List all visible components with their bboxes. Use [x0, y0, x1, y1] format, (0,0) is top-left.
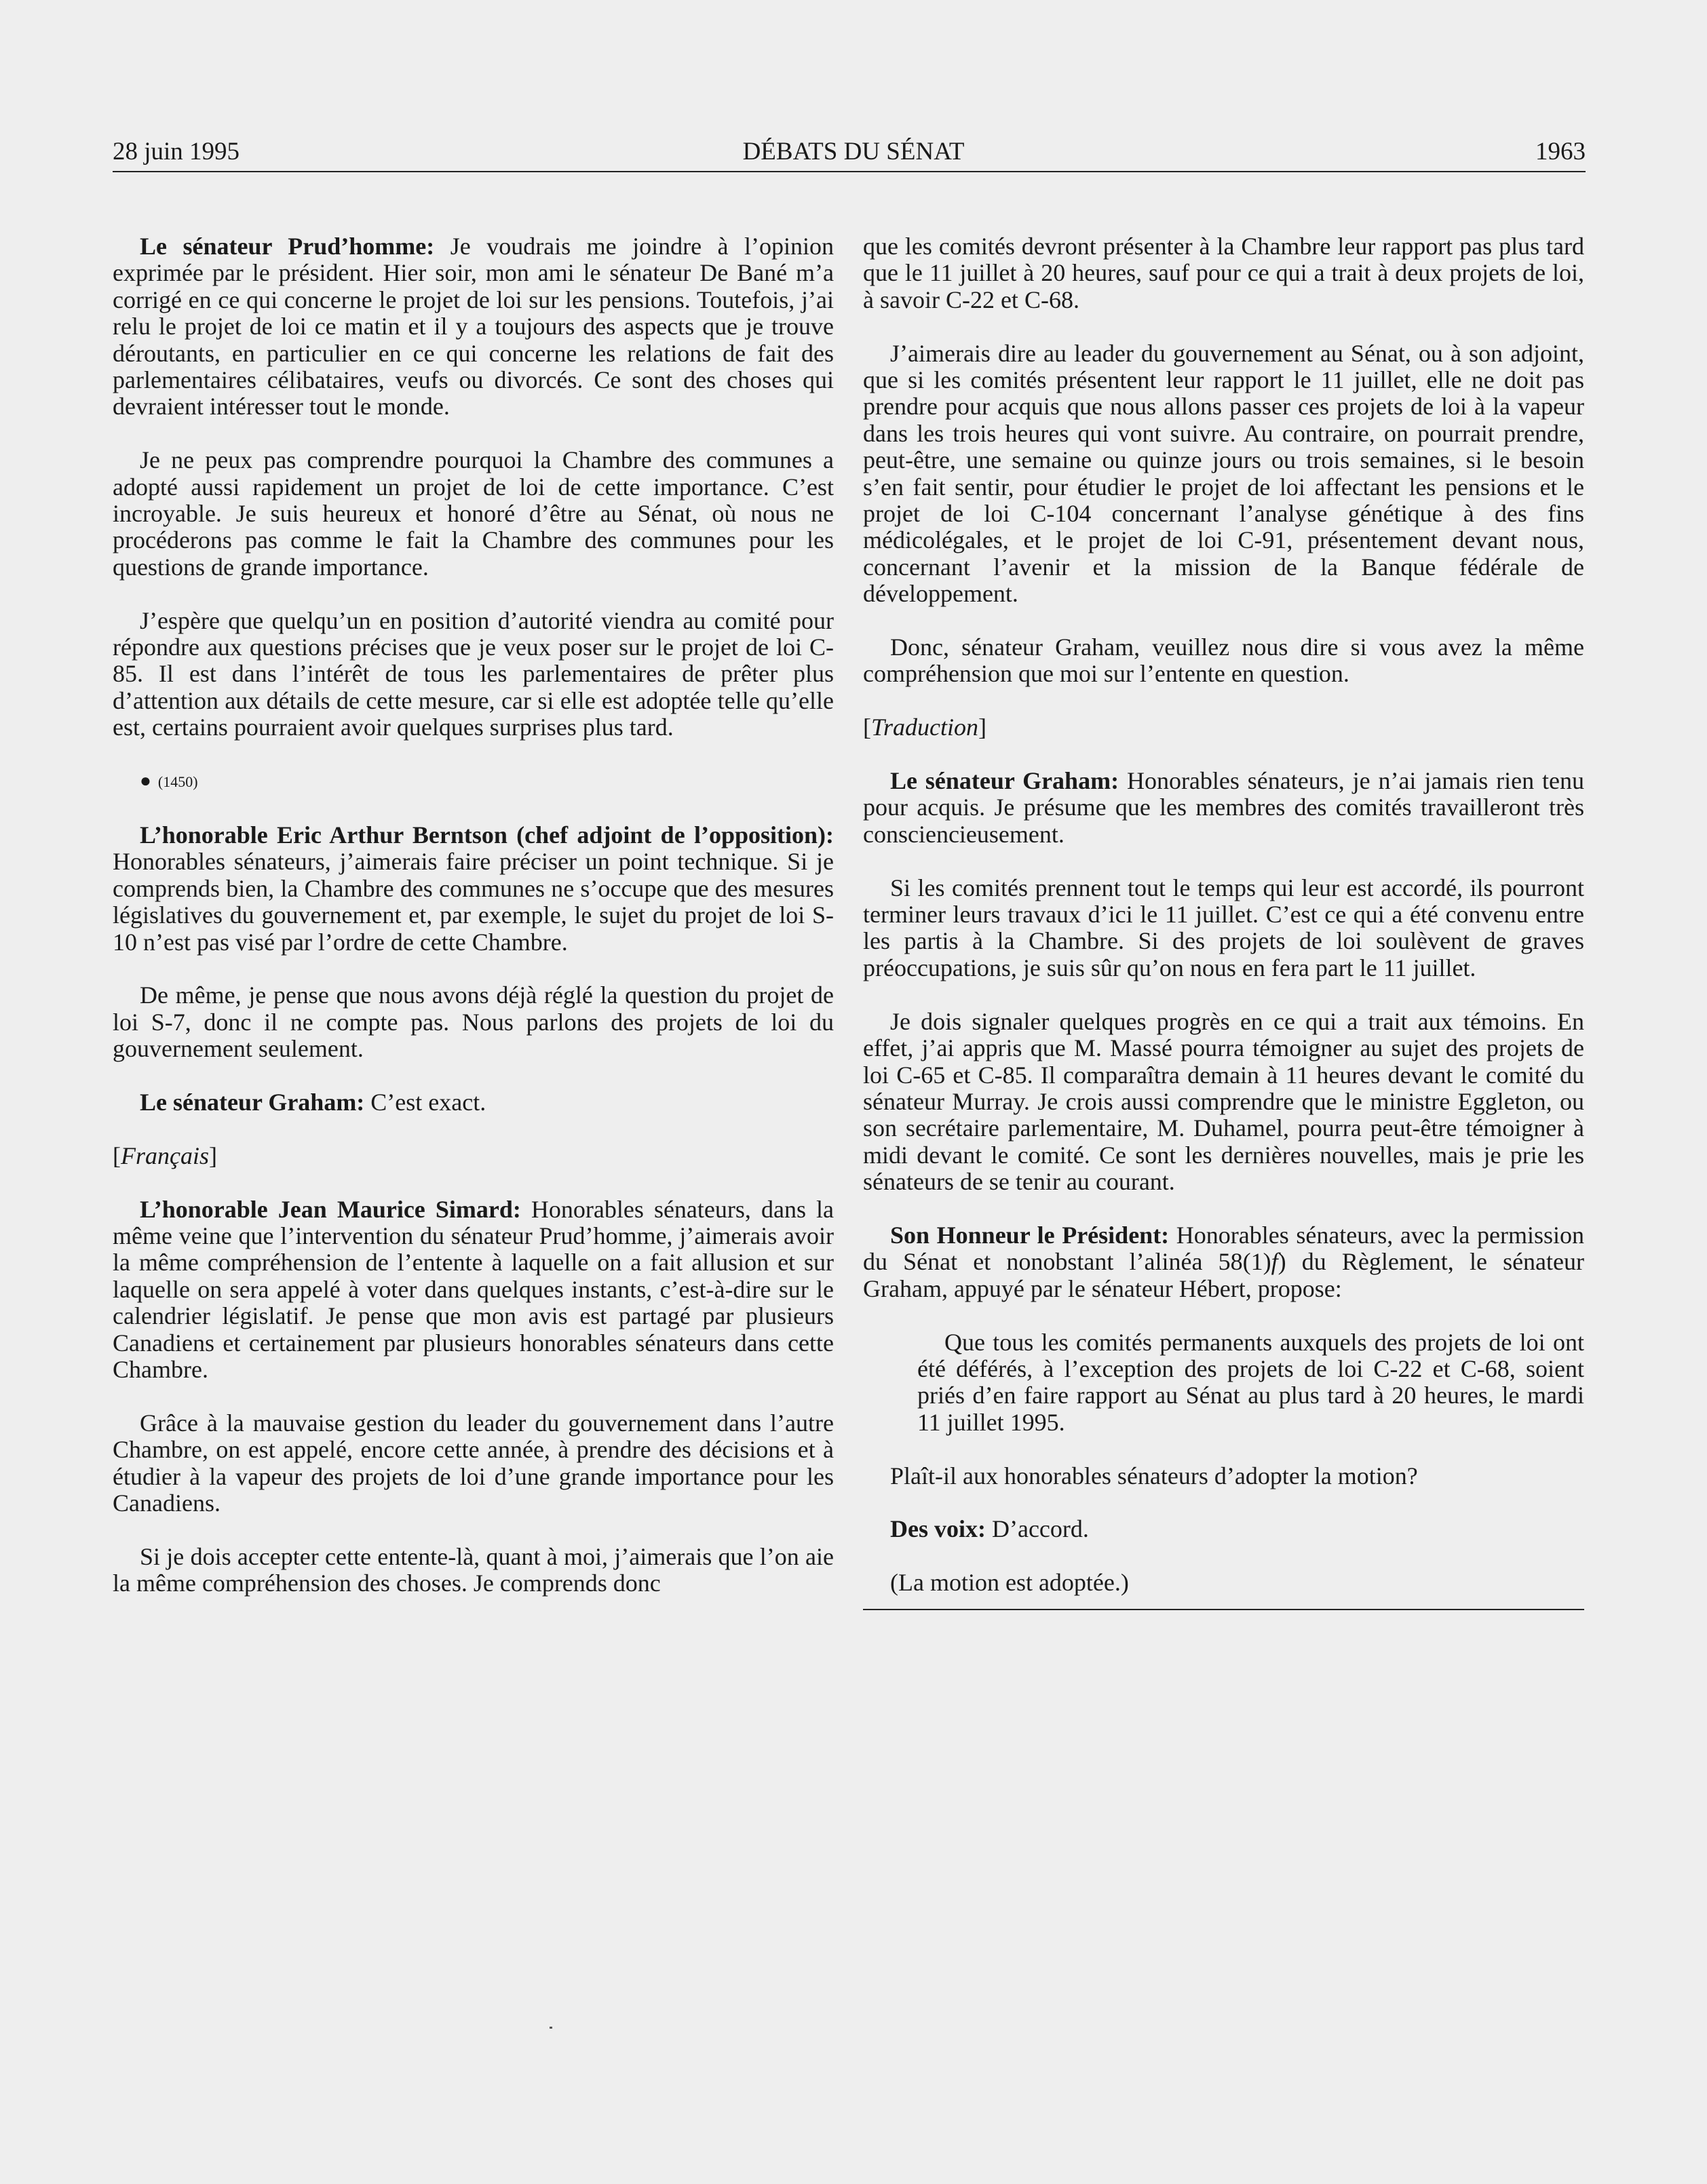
paragraph: [113, 233, 834, 421]
paragraph: [863, 1516, 1584, 1542]
bracket-open: [: [863, 714, 871, 741]
right-column: [863, 233, 1584, 1610]
paragraph: (La motion est adoptée.): [890, 1569, 1129, 1597]
section-end-rule: [863, 1609, 1584, 1610]
header-date: 28 juin 1995: [113, 138, 240, 165]
bracket-close: ]: [978, 714, 987, 741]
scan-speck: [550, 2027, 552, 2029]
left-column: [113, 233, 834, 1624]
paragraph: J’espère que quelqu’un en position d’autorité viendra au comité pour répondre aux questions précises que je veux poser sur le projet de loi C-85. Il est dans l’intérêt de tous les parlementaires de prêter plus d’attention aux détails de cette mesure, car si elle est adoptée telle qu’elle est, certains pourraient avoir quelques surprises plus tard.: [113, 606, 834, 741]
speaker-name: Le sénateur Prud’homme:: [140, 233, 435, 260]
header-page-number: 1963: [1535, 138, 1586, 165]
paragraph: [113, 1196, 834, 1384]
paragraph: J’aimerais dire au leader du gouvernement au Sénat, ou à son adjoint, que si les comités présentent leur rapport le 11 juillet, elle ne doit pas prendre pour acquis que nous allons passer ces projets de loi à la vapeur dans les trois heures qui vont suivre. Au contraire, on pourrait prendre, peut-être, une semaine ou quinze jours ou trois semaines, si le besoin s’en fait sentir, pour étudier le projet de loi affectant les pensions et le projet de loi C-104 concernant l’analyse génétique à des fins médicolégales, et le projet de loi C-91, présentement devant nous, concernant l’avenir et la mission de la Banque fédérale de développement.: [863, 339, 1584, 608]
paragraph: Donc, sénateur Graham, veuillez nous dire si vous avez la même compréhension que moi sur l’entente en question.: [863, 633, 1584, 688]
speaker-name: Le sénateur Graham:: [890, 767, 1119, 795]
time-marker-text: (1450): [157, 773, 198, 791]
paragraph: Plaît-il aux honorables sénateurs d’adopter la motion?: [890, 1462, 1418, 1489]
speech-text: Honorables sénateurs, dans la même veine que l’intervention du sénateur Prud’homme, j’aimerais avoir la même compréhension de l’entente à laquelle on a fait allusion et sur laquelle on sera appelé à voter dans quelques instants, c’est-à-dire sur le calendrier législatif. Je pense que mon avis est partagé par plusieurs Canadiens et certainement par plusieurs honorables sénateurs dans cette Chambre.: [113, 1195, 834, 1383]
paragraph: que les comités devront présenter à la Chambre leur rapport pas plus tard que le 11 juillet à 20 heures, sauf pour ce qui a trait à deux projets de loi, à savoir C-22 et C-68.: [863, 233, 1584, 313]
speech-text: Honorables sénateurs, je n’ai jamais rien tenu pour acquis. Je présume que les membres des comités travailleront très consciencieusement.: [863, 767, 1584, 848]
header-rule: [113, 171, 1586, 172]
speech-text: Honorables sénateurs, avec la permission du Sénat et nonobstant l’alinéa 58(1): [863, 1221, 1584, 1276]
bracket-close: ]: [209, 1142, 217, 1169]
speaker-name: L’honorable Eric Arthur Berntson (chef adjoint de l’opposition):: [140, 821, 834, 849]
speech-text: C’est exact.: [364, 1088, 486, 1116]
speaker-name: Son Honneur le Président:: [890, 1221, 1170, 1249]
speaker-name: Des voix:: [890, 1515, 986, 1543]
speech-text: ) du Règlement, le sénateur Graham, appuyé par le sénateur Hébert, propose:: [863, 1248, 1584, 1302]
speaker-name: L’honorable Jean Maurice Simard:: [140, 1195, 521, 1223]
paragraph: [863, 1222, 1584, 1302]
speech-text-italic: f: [1271, 1248, 1278, 1276]
language-label: Traduction: [871, 714, 979, 741]
paragraph: Si les comités prennent tout le temps qui leur est accordé, ils pourront terminer leurs travaux d’ici le 11 juillet. C’est ce qui a été convenu entre les partis à la Chambre. Si des projets de loi soulèvent de graves préoccupations, je suis sûr qu’on nous en fera part le 11 juillet.: [863, 874, 1584, 981]
paragraph: Je ne peux pas comprendre pourquoi la Chambre des communes a adopté aussi rapidement un projet de loi de cette importance. C’est incroyable. Je suis heureux et honoré d’être au Sénat, où nous ne procéderons pas comme le fait la Chambre des communes pour les questions de grande importance.: [113, 446, 834, 581]
paragraph: Si je dois accepter cette entente-là, quant à moi, j’aimerais que l’on aie la même compréhension des choses. Je comprends donc: [113, 1542, 834, 1597]
header-title: DÉBATS DU SÉNAT: [742, 138, 965, 165]
language-note: [113, 1143, 834, 1169]
bracket-open: [: [113, 1142, 121, 1169]
paragraph: [863, 768, 1584, 848]
motion-text: Que tous les comités permanents auxquels des projets de loi ont été déférés, à l’exception des projets de loi C-22 et C-68, soient priés d’en faire rapport au Sénat au plus tard à 20 heures, le mardi 11 juillet 1995.: [917, 1328, 1584, 1436]
speech-text: Honorables sénateurs, j’aimerais faire préciser un point technique. Si je comprends bien, la Chambre des communes ne s’occupe que des mesures législatives du gouvernement et, par exemple, le sujet du projet de loi S-10 n’est pas visé par l’ordre de cette Chambre.: [113, 848, 834, 956]
paragraph: De même, je pense que nous avons déjà réglé la question du projet de loi S-7, donc il ne compte pas. Nous parlons des projets de loi du gouvernement seulement.: [113, 981, 834, 1063]
bullet-icon: ●: [140, 771, 151, 792]
speech-text: Je voudrais me joindre à l’opinion exprimée par le président. Hier soir, mon ami le sénateur De Bané m’a corrigé en ce qui concerne le projet de loi sur les pensions. Toutefois, j’ai relu le projet de loi ce matin et il y a toujours des aspects que je trouve déroutants, en particulier en ce qui concerne les relations de fait des parlementaires célibataires, veufs ou divorcés. Ce sont des choses qui devraient intéresser tout le monde.: [113, 233, 835, 421]
paragraph: [113, 822, 834, 956]
language-note: [863, 714, 1584, 741]
speaker-name: Le sénateur Graham:: [140, 1088, 365, 1116]
paragraph: [113, 1089, 834, 1116]
speech-text: D’accord.: [985, 1515, 1089, 1543]
time-marker: [113, 768, 834, 795]
paragraph: Grâce à la mauvaise gestion du leader du gouvernement dans l’autre Chambre, on est appelé, encore cette année, à prendre des décisions et à étudier à la vapeur des projets de loi d’une grande importance pour les Canadiens.: [113, 1409, 834, 1517]
paragraph: Je dois signaler quelques progrès en ce qui a trait aux témoins. En effet, j’ai appris que M. Massé pourra témoigner au sujet des projets de loi C-65 et C-85. Il comparaîtra demain à 11 heures devant le comité du sénateur Murray. Je crois aussi comprendre que le ministre Eggleton, ou son secrétaire parlementaire, M. Duhamel, pourra peut-être témoigner à midi devant le comité. Ce sont les dernières nouvelles, mais je prie les sénateurs de se tenir au courant.: [863, 1007, 1584, 1196]
language-label: Français: [121, 1142, 209, 1169]
